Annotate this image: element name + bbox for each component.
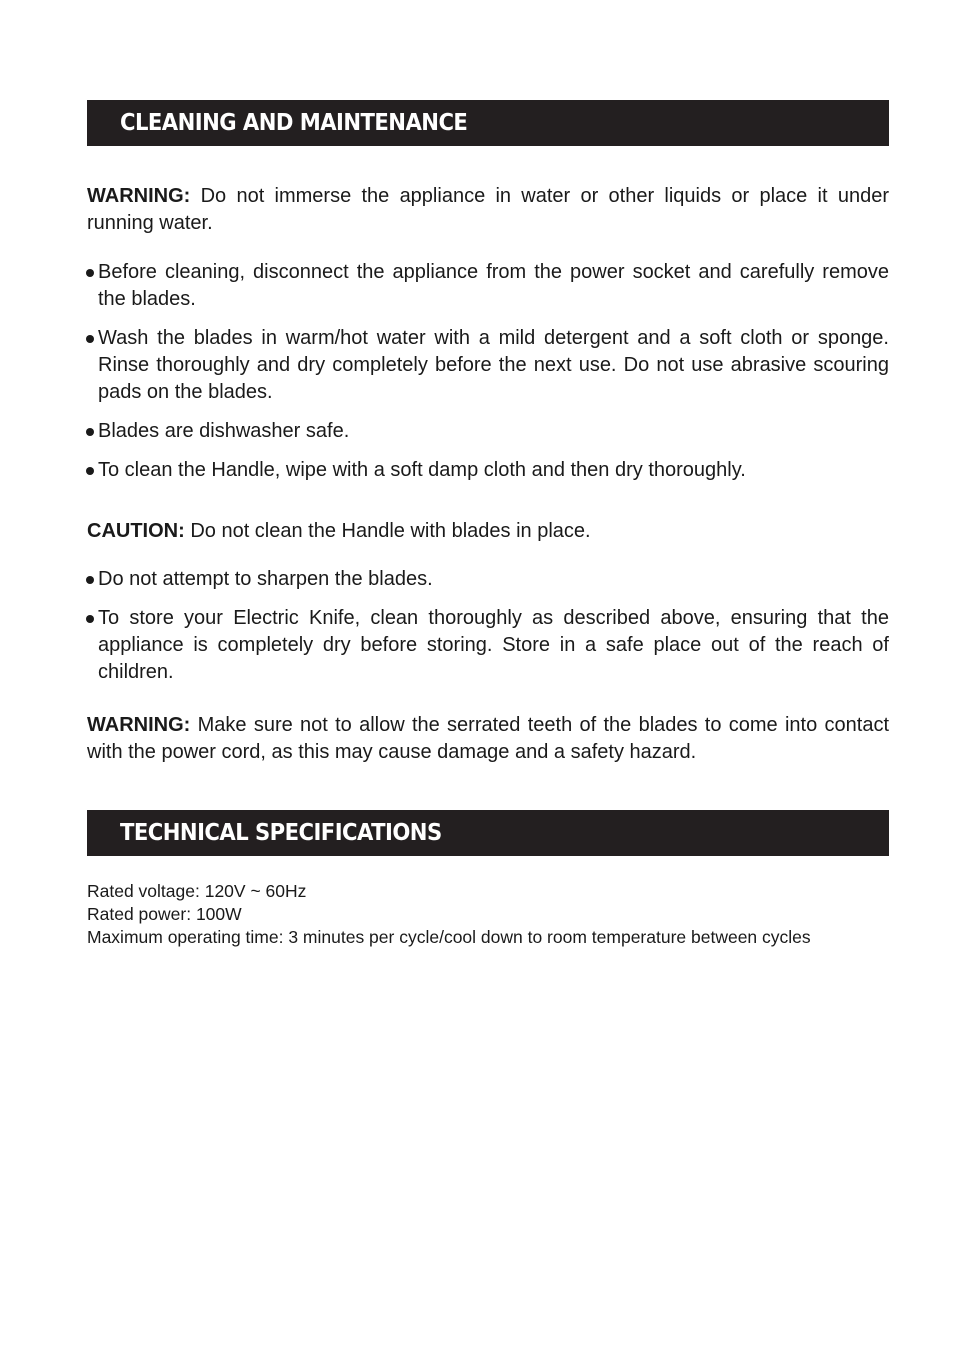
list-item	[87, 418, 889, 445]
list-item	[87, 566, 889, 593]
warning-label: WARNING:	[87, 714, 191, 736]
cleaning-section-title: CLEANING AND MAINTENANCE	[120, 110, 468, 136]
bullet-icon	[86, 615, 94, 623]
warning-text: Do not immerse the appliance in water or other liquids or place it under running water.	[87, 185, 889, 234]
spec-voltage: Rated voltage: 120V ~ 60Hz	[87, 881, 307, 901]
warning-immersion	[87, 183, 889, 237]
list-item-text: Do not attempt to sharpen the blades.	[98, 568, 433, 590]
specs-section-header	[87, 810, 889, 856]
manual-page	[87, 100, 889, 949]
warning-text: Make sure not to allow the serrated teeth of the blades to come into contact with the power cord, as this may cause damage and a safety hazard.	[87, 714, 889, 763]
list-item-text: To clean the Handle, wipe with a soft damp cloth and then dry thoroughly.	[98, 459, 746, 481]
spec-power: Rated power: 100W	[87, 904, 242, 924]
bullet-icon	[86, 335, 94, 343]
bullet-icon	[86, 576, 94, 584]
list-item-text: To store your Electric Knife, clean thoroughly as described above, ensuring that the appliance is completely dry before storing. Store in a safe place out of the reach of children.	[98, 607, 889, 683]
caution-text: Do not clean the Handle with blades in place.	[184, 520, 591, 542]
list-item	[87, 259, 889, 313]
spec-operating-time: Maximum operating time: 3 minutes per cycle/cool down to room temperature between cycles	[87, 927, 811, 947]
caution-label: CAUTION:	[87, 520, 185, 542]
list-item-text: Before cleaning, disconnect the appliance from the power socket and carefully remove the blades.	[98, 261, 889, 310]
cleaning-section-header	[87, 100, 889, 146]
list-item	[87, 605, 889, 686]
list-item-text: Blades are dishwasher safe.	[98, 420, 350, 442]
specs-section-title: TECHNICAL SPECIFICATIONS	[120, 820, 442, 846]
bullet-icon	[86, 428, 94, 436]
caution-handle	[87, 518, 889, 545]
bullet-icon	[86, 269, 94, 277]
specs-list	[87, 880, 889, 949]
warning-label: WARNING:	[87, 185, 191, 207]
list-item	[87, 325, 889, 406]
list-item	[87, 457, 889, 484]
bullet-icon	[86, 467, 94, 475]
warning-power-cord	[87, 712, 889, 766]
list-item-text: Wash the blades in warm/hot water with a mild detergent and a soft cloth or sponge. Rinse thoroughly and dry completely before the next use. Do not use abrasive scouring pads on the blades.	[98, 327, 889, 403]
